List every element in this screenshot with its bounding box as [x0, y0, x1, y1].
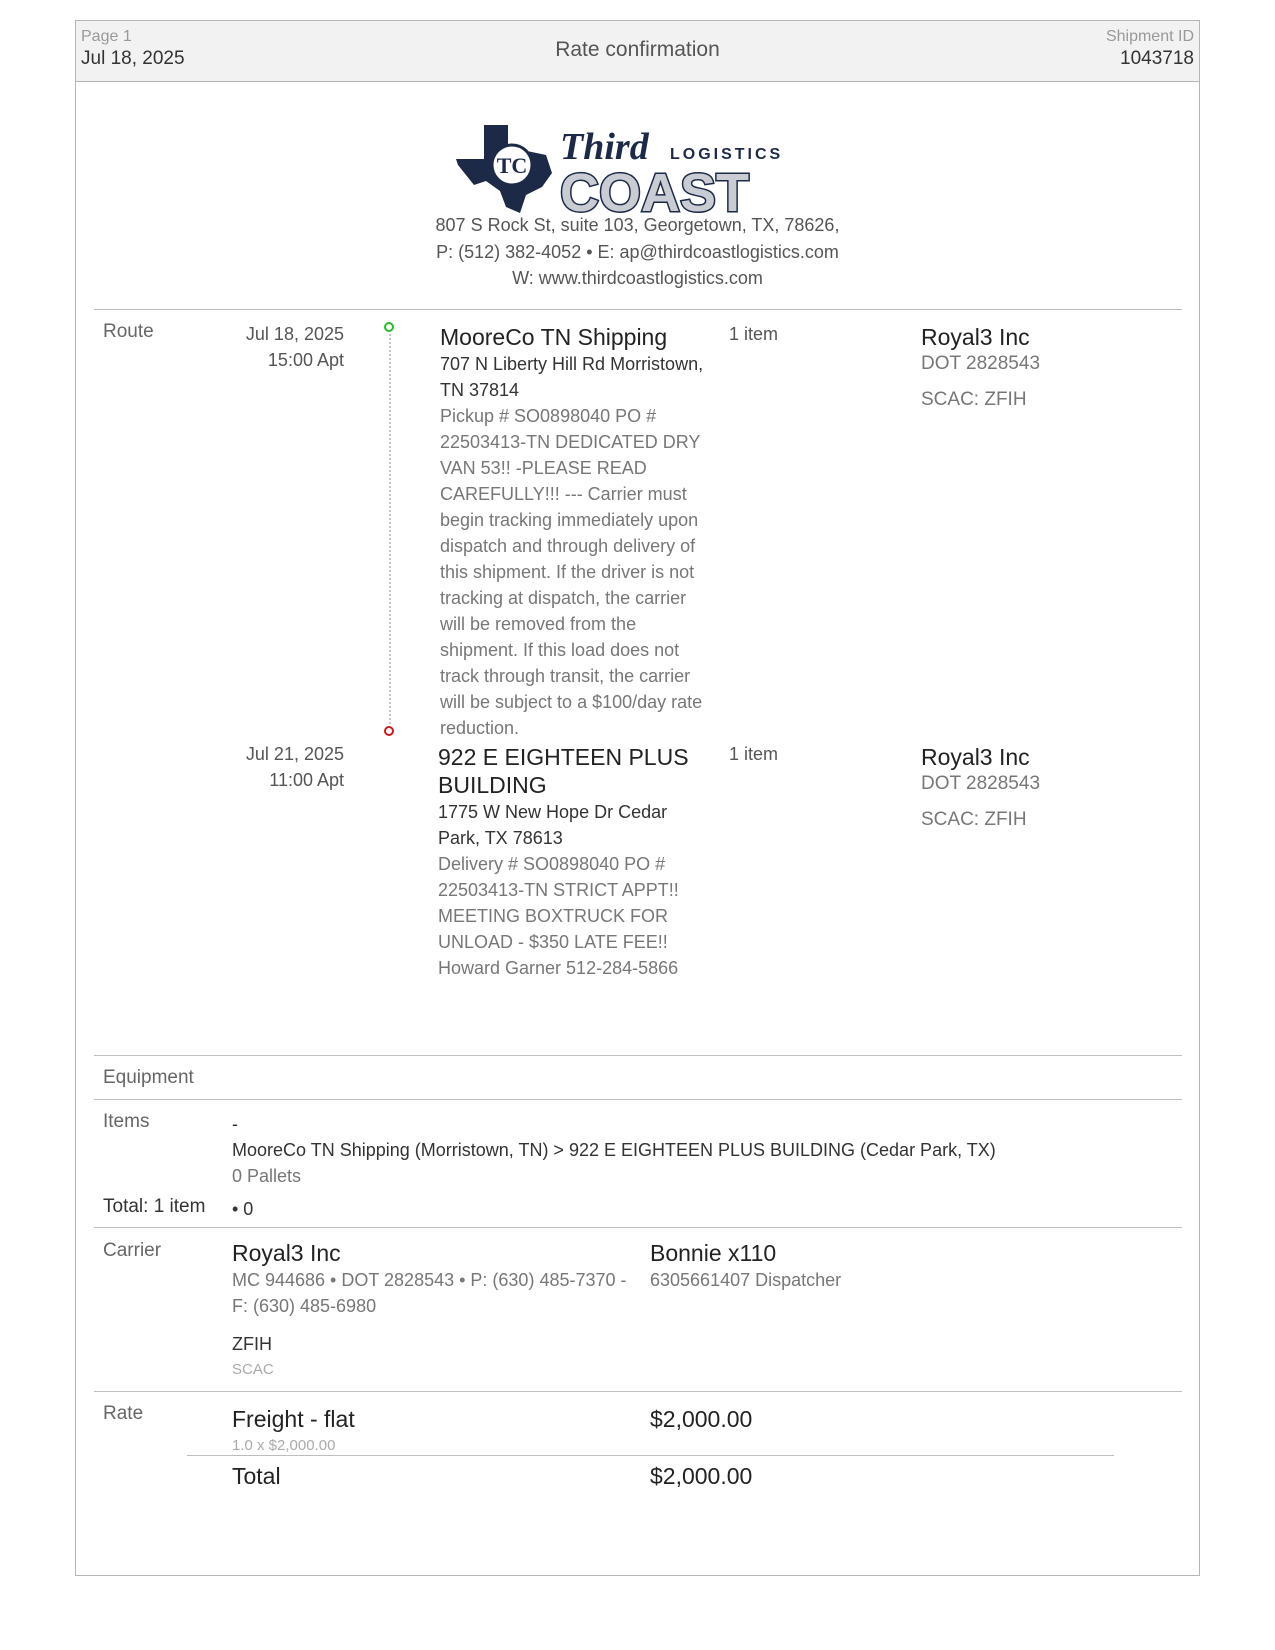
- pickup-items: 1 item: [729, 324, 779, 344]
- logo-word-third: Third: [560, 126, 649, 168]
- delivery-carrier-scac: SCAC: ZFIH: [921, 809, 1027, 830]
- pickup-carrier-dot: DOT 2828543: [921, 353, 1041, 374]
- delivery-date: Jul 21, 2025: [245, 744, 344, 764]
- divider: [94, 1391, 1182, 1392]
- pickup-marker-icon: [384, 322, 394, 332]
- route-connector: [389, 334, 391, 724]
- document-title: Rate confirmation: [555, 38, 720, 61]
- items-label: Items: [103, 1111, 150, 1132]
- rate-label: Rate: [103, 1403, 144, 1424]
- pickup-carrier-name: Royal3 Inc: [921, 324, 1030, 350]
- items-pallets: 0 Pallets: [232, 1166, 302, 1186]
- items-dash: -: [232, 1114, 238, 1134]
- carrier-name: Royal3 Inc: [232, 1240, 341, 1266]
- carrier-info: [232, 1239, 632, 1383]
- header-right: [1106, 27, 1194, 71]
- rate-total-label: Total: [232, 1463, 281, 1489]
- items-total-value: • 0: [232, 1199, 254, 1219]
- delivery-stop: [438, 743, 713, 981]
- delivery-items: 1 item: [729, 744, 779, 764]
- delivery-time: 11:00 Apt: [269, 770, 344, 790]
- delivery-marker-icon: [384, 726, 394, 736]
- divider: [94, 309, 1182, 310]
- equipment-label: Equipment: [103, 1067, 194, 1088]
- pickup-date-block: [214, 321, 344, 373]
- items-total-label: Total: 1 item: [103, 1196, 206, 1217]
- carrier-contact-detail: 6305661407 Dispatcher: [650, 1270, 842, 1290]
- items-detail: [232, 1111, 1132, 1189]
- carrier-contact: [650, 1239, 1050, 1293]
- header-date: Jul 18, 2025: [81, 48, 185, 69]
- shipment-id: 1043718: [1120, 48, 1194, 69]
- shipment-id-label: Shipment ID: [1105, 28, 1194, 45]
- carrier-contact-name: Bonnie x110: [650, 1240, 777, 1266]
- pickup-stop: [440, 323, 710, 741]
- company-logo: [456, 125, 826, 215]
- delivery-name: 922 E EIGHTEEN PLUS BUILDING: [438, 744, 689, 798]
- delivery-carrier-name: Royal3 Inc: [921, 744, 1030, 770]
- divider: [94, 1099, 1182, 1100]
- pickup-carrier-scac: SCAC: ZFIH: [921, 389, 1027, 410]
- company-website: W: www.thirdcoastlogistics.com: [512, 268, 763, 288]
- logo-word-coast: COAST: [560, 163, 749, 215]
- items-lane: MooreCo TN Shipping (Morristown, TN) > 922 E EIGHTEEN PLUS BUILDING (Cedar Park, TX): [232, 1140, 996, 1160]
- carrier-scac-value: ZFIH: [232, 1334, 272, 1354]
- delivery-notes: Delivery # SO0898040 PO # 22503413-TN STRICT APPT!! MEETING BOXTRUCK FOR UNLOAD - $350 LATE FEE!! Howard Garner 512-284-5866: [438, 854, 679, 978]
- company-address: 807 S Rock St, suite 103, Georgetown, TX, 78626,: [435, 215, 840, 235]
- carrier-details: MC 944686 • DOT 2828543 • P: (630) 485-7370 - F: (630) 485-6980: [232, 1270, 627, 1316]
- company-contact: P: (512) 382-4052 • E: ap@thirdcoastlogistics.com: [436, 242, 839, 262]
- page-header: [76, 21, 1199, 82]
- delivery-address: 1775 W New Hope Dr Cedar Park, TX 78613: [438, 802, 668, 848]
- pickup-notes: Pickup # SO0898040 PO # 22503413-TN DEDICATED DRY VAN 53!! -PLEASE READ CAREFULLY!!! --- Carrier must begin tracking immediately upon dispatch and through delivery of this shipment. If the driver is not tracking at dispatch, the carrier will be removed from the shipment. If this load does not track through transit, the carrier will be subject to a $100/day rate reduction.: [440, 406, 703, 738]
- rate-total-amount: $2,000.00: [650, 1463, 753, 1489]
- rate-confirmation-page: [75, 20, 1200, 1576]
- pickup-address: 707 N Liberty Hill Rd Morristown, TN 37814: [440, 354, 704, 400]
- delivery-carrier: [921, 743, 1121, 833]
- pickup-date: Jul 18, 2025: [245, 324, 344, 344]
- rate-line: [232, 1405, 355, 1459]
- logo-monogram: TC: [496, 153, 528, 178]
- pickup-name: MooreCo TN Shipping: [440, 324, 668, 350]
- logo-word-logistics: LOGISTICS: [670, 146, 784, 163]
- carrier-label: Carrier: [103, 1240, 162, 1261]
- pickup-time: 15:00 Apt: [267, 350, 344, 370]
- carrier-scac-label: SCAC: [232, 1361, 274, 1378]
- rate-line-name: Freight - flat: [232, 1406, 355, 1432]
- rate-line-detail: 1.0 x $2,000.00: [232, 1437, 336, 1454]
- rate-total-divider: [187, 1455, 1114, 1456]
- route-label: Route: [103, 321, 154, 342]
- divider: [94, 1055, 1182, 1056]
- delivery-carrier-dot: DOT 2828543: [921, 773, 1041, 794]
- page-number: Page 1: [81, 28, 132, 45]
- pickup-carrier: [921, 323, 1121, 413]
- rate-line-amount: $2,000.00: [650, 1406, 753, 1432]
- divider: [94, 1227, 1182, 1228]
- delivery-date-block: [214, 741, 344, 793]
